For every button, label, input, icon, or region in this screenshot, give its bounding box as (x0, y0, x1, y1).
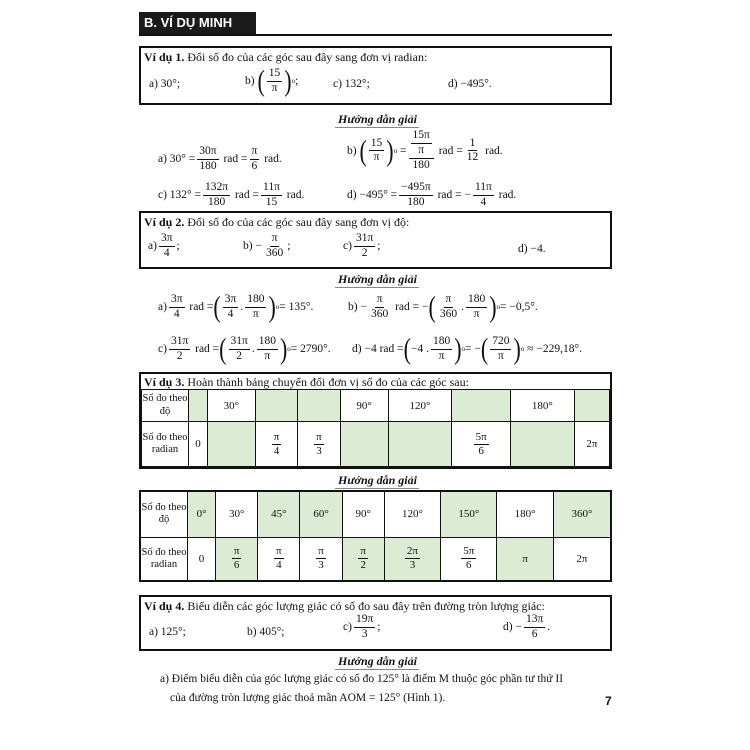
example2-a: a) $\frac{3\pi}{4}$ ; (148, 232, 180, 259)
solution1-label: Hướng dẫn giải (338, 112, 417, 126)
example3-cell (298, 390, 340, 422)
example3-cell: 120° (388, 390, 452, 422)
solution2-a: a) $\frac{3\pi}{4}$ rad = ( $\frac{3\pi}{4}$ . $\frac{180}{\pi}$ ) o = 135°. (158, 289, 314, 324)
example3-cell: 30° (207, 390, 255, 422)
solution3-label: Hướng dẫn giải (338, 473, 417, 487)
solution4-line2: của đường tròn lượng giác thoả mãn AOM = 125° (Hình 1). (170, 692, 446, 704)
solution3-cell: 0° (188, 491, 216, 537)
example3-cell (452, 390, 511, 422)
solution3-row2-head: Số đo theo radian (140, 537, 188, 581)
solution3-cell: 180° (497, 491, 553, 537)
example3-cell (510, 422, 574, 467)
example3-cell (189, 390, 208, 422)
example3-cell (574, 390, 609, 422)
example3-cell (340, 422, 388, 467)
solution3-cell: $\frac{\pi}{6}$ (216, 537, 258, 581)
solution3-cell: $\frac{\pi}{2}$ (342, 537, 384, 581)
solution3-cell: 45° (258, 491, 300, 537)
solution1-b: b) ( $\frac{15}{\pi}$ ) o = $\frac{\frac{15\pi}{\pi}}{180}$ rad = $\frac{1}{12}$ rad. (347, 129, 503, 171)
example4-b: b) 405°; (247, 626, 285, 638)
example3-title: Ví dụ 3. Hoàn thành bảng chuyển đổi đơn vị số đo của các góc sau: (144, 375, 469, 389)
solution1-c: c) 132° = $\frac{132\pi}{180}$ rad = $\frac{11\pi}{15}$ rad. (158, 181, 305, 208)
example4-d: d) − $\frac{13\pi}{6}$ . (503, 613, 551, 640)
solution3-cell: $\frac{2\pi}{3}$ (384, 537, 440, 581)
solution3-cell: 60° (300, 491, 342, 537)
solution2-underline (335, 287, 419, 288)
example3-row1-head: Số đo theo độ (142, 390, 189, 422)
solution2-b: b) − $\frac{\pi}{360}$ rad = − ( $\frac{\pi}{360}$ . $\frac{180}{\pi}$ ) o = −0,5°. (348, 289, 538, 324)
solution3-table (139, 490, 612, 582)
solution2-d: d) −4 rad = ( −4 . $\frac{180}{\pi}$ ) o = − ( $\frac{720}{\pi}$ ) o ≈ −229,18°. (352, 331, 582, 366)
example1-d: d) −495°. (448, 78, 492, 90)
example3-cell (207, 422, 255, 467)
solution2-c: c) $\frac{31\pi}{2}$ rad = ( $\frac{31\pi}{2}$ . $\frac{180}{\pi}$ ) o = 2790°. (158, 331, 331, 366)
page-number: 7 (605, 694, 612, 708)
solution3-underline (335, 488, 419, 489)
solution4-underline (335, 669, 419, 670)
solution1-d: d) −495° = $\frac{-495\pi}{180}$ rad = − $\frac{11\pi}{4}$ rad. (347, 181, 517, 208)
solution3-cell: 90° (342, 491, 384, 537)
example3-cell: $\frac{5\pi}{6}$ (452, 422, 511, 467)
solution3-cell: 120° (384, 491, 440, 537)
solution3-cell: π (497, 537, 553, 581)
solution3-cell: 30° (216, 491, 258, 537)
example3-cell (388, 422, 452, 467)
solution2-label: Hướng dẫn giải (338, 272, 417, 286)
solution3-row1-head: Số đo theo độ (140, 491, 188, 537)
solution1-a: a) 30° = $\frac{30\pi}{180}$ rad = $\frac{\pi}{6}$ rad. (158, 145, 282, 172)
example4-title: Ví dụ 4. Biểu diễn các góc lượng giác có số đo sau đây trên đường tròn lượng giác: (144, 599, 545, 613)
solution3-cell: 2π (553, 537, 611, 581)
example3-cell: 180° (510, 390, 574, 422)
section-underline (139, 34, 612, 36)
example3-cell: 0 (189, 422, 208, 467)
example3-cell: 90° (340, 390, 388, 422)
example1-a: a) 30°; (149, 78, 181, 90)
solution3-cell: $\frac{5\pi}{6}$ (441, 537, 497, 581)
example2-d: d) −4. (518, 243, 546, 255)
example3-cell: $\frac{\pi}{4}$ (255, 422, 297, 467)
solution3-cell: $\frac{\pi}{4}$ (258, 537, 300, 581)
solution3-cell: $\frac{\pi}{3}$ (300, 537, 342, 581)
example3-cell: 2π (574, 422, 609, 467)
example2-c: c) $\frac{31\pi}{2}$ ; (343, 232, 381, 259)
example4-c: c) $\frac{19\pi}{3}$ ; (343, 613, 381, 640)
section-title: B. VÍ DỤ MINH HOẠ (139, 12, 256, 34)
solution3-cell: 150° (441, 491, 497, 537)
example3-cell (255, 390, 297, 422)
example1-b: b) ( $\frac{15}{\pi}$ ) o ; (245, 63, 299, 98)
solution3-cell: 0 (188, 537, 216, 581)
example1-title: Ví dụ 1. Đổi số đo của các góc sau đây sang đơn vị radian: (144, 50, 428, 64)
example3-row2-head: Số đo theo radian (142, 422, 189, 467)
example3-table (141, 389, 610, 467)
solution4-line1: a) Điểm biểu diễn của góc lượng giác có số đo 125° là điểm M thuộc góc phần tư thứ II (160, 673, 564, 685)
example3-cell: $\frac{\pi}{3}$ (298, 422, 340, 467)
solution3-cell: 360° (553, 491, 611, 537)
example4-a: a) 125°; (149, 626, 186, 638)
solution1-underline (335, 127, 419, 128)
example2-title: Ví dụ 2. Đổi số đo của các góc sau đây sang đơn vị độ: (144, 215, 410, 229)
solution4-label: Hướng dẫn giải (338, 654, 417, 668)
example1-c: c) 132°; (333, 78, 370, 90)
example2-b: b) − $\frac{\pi}{360}$ ; (243, 232, 291, 259)
